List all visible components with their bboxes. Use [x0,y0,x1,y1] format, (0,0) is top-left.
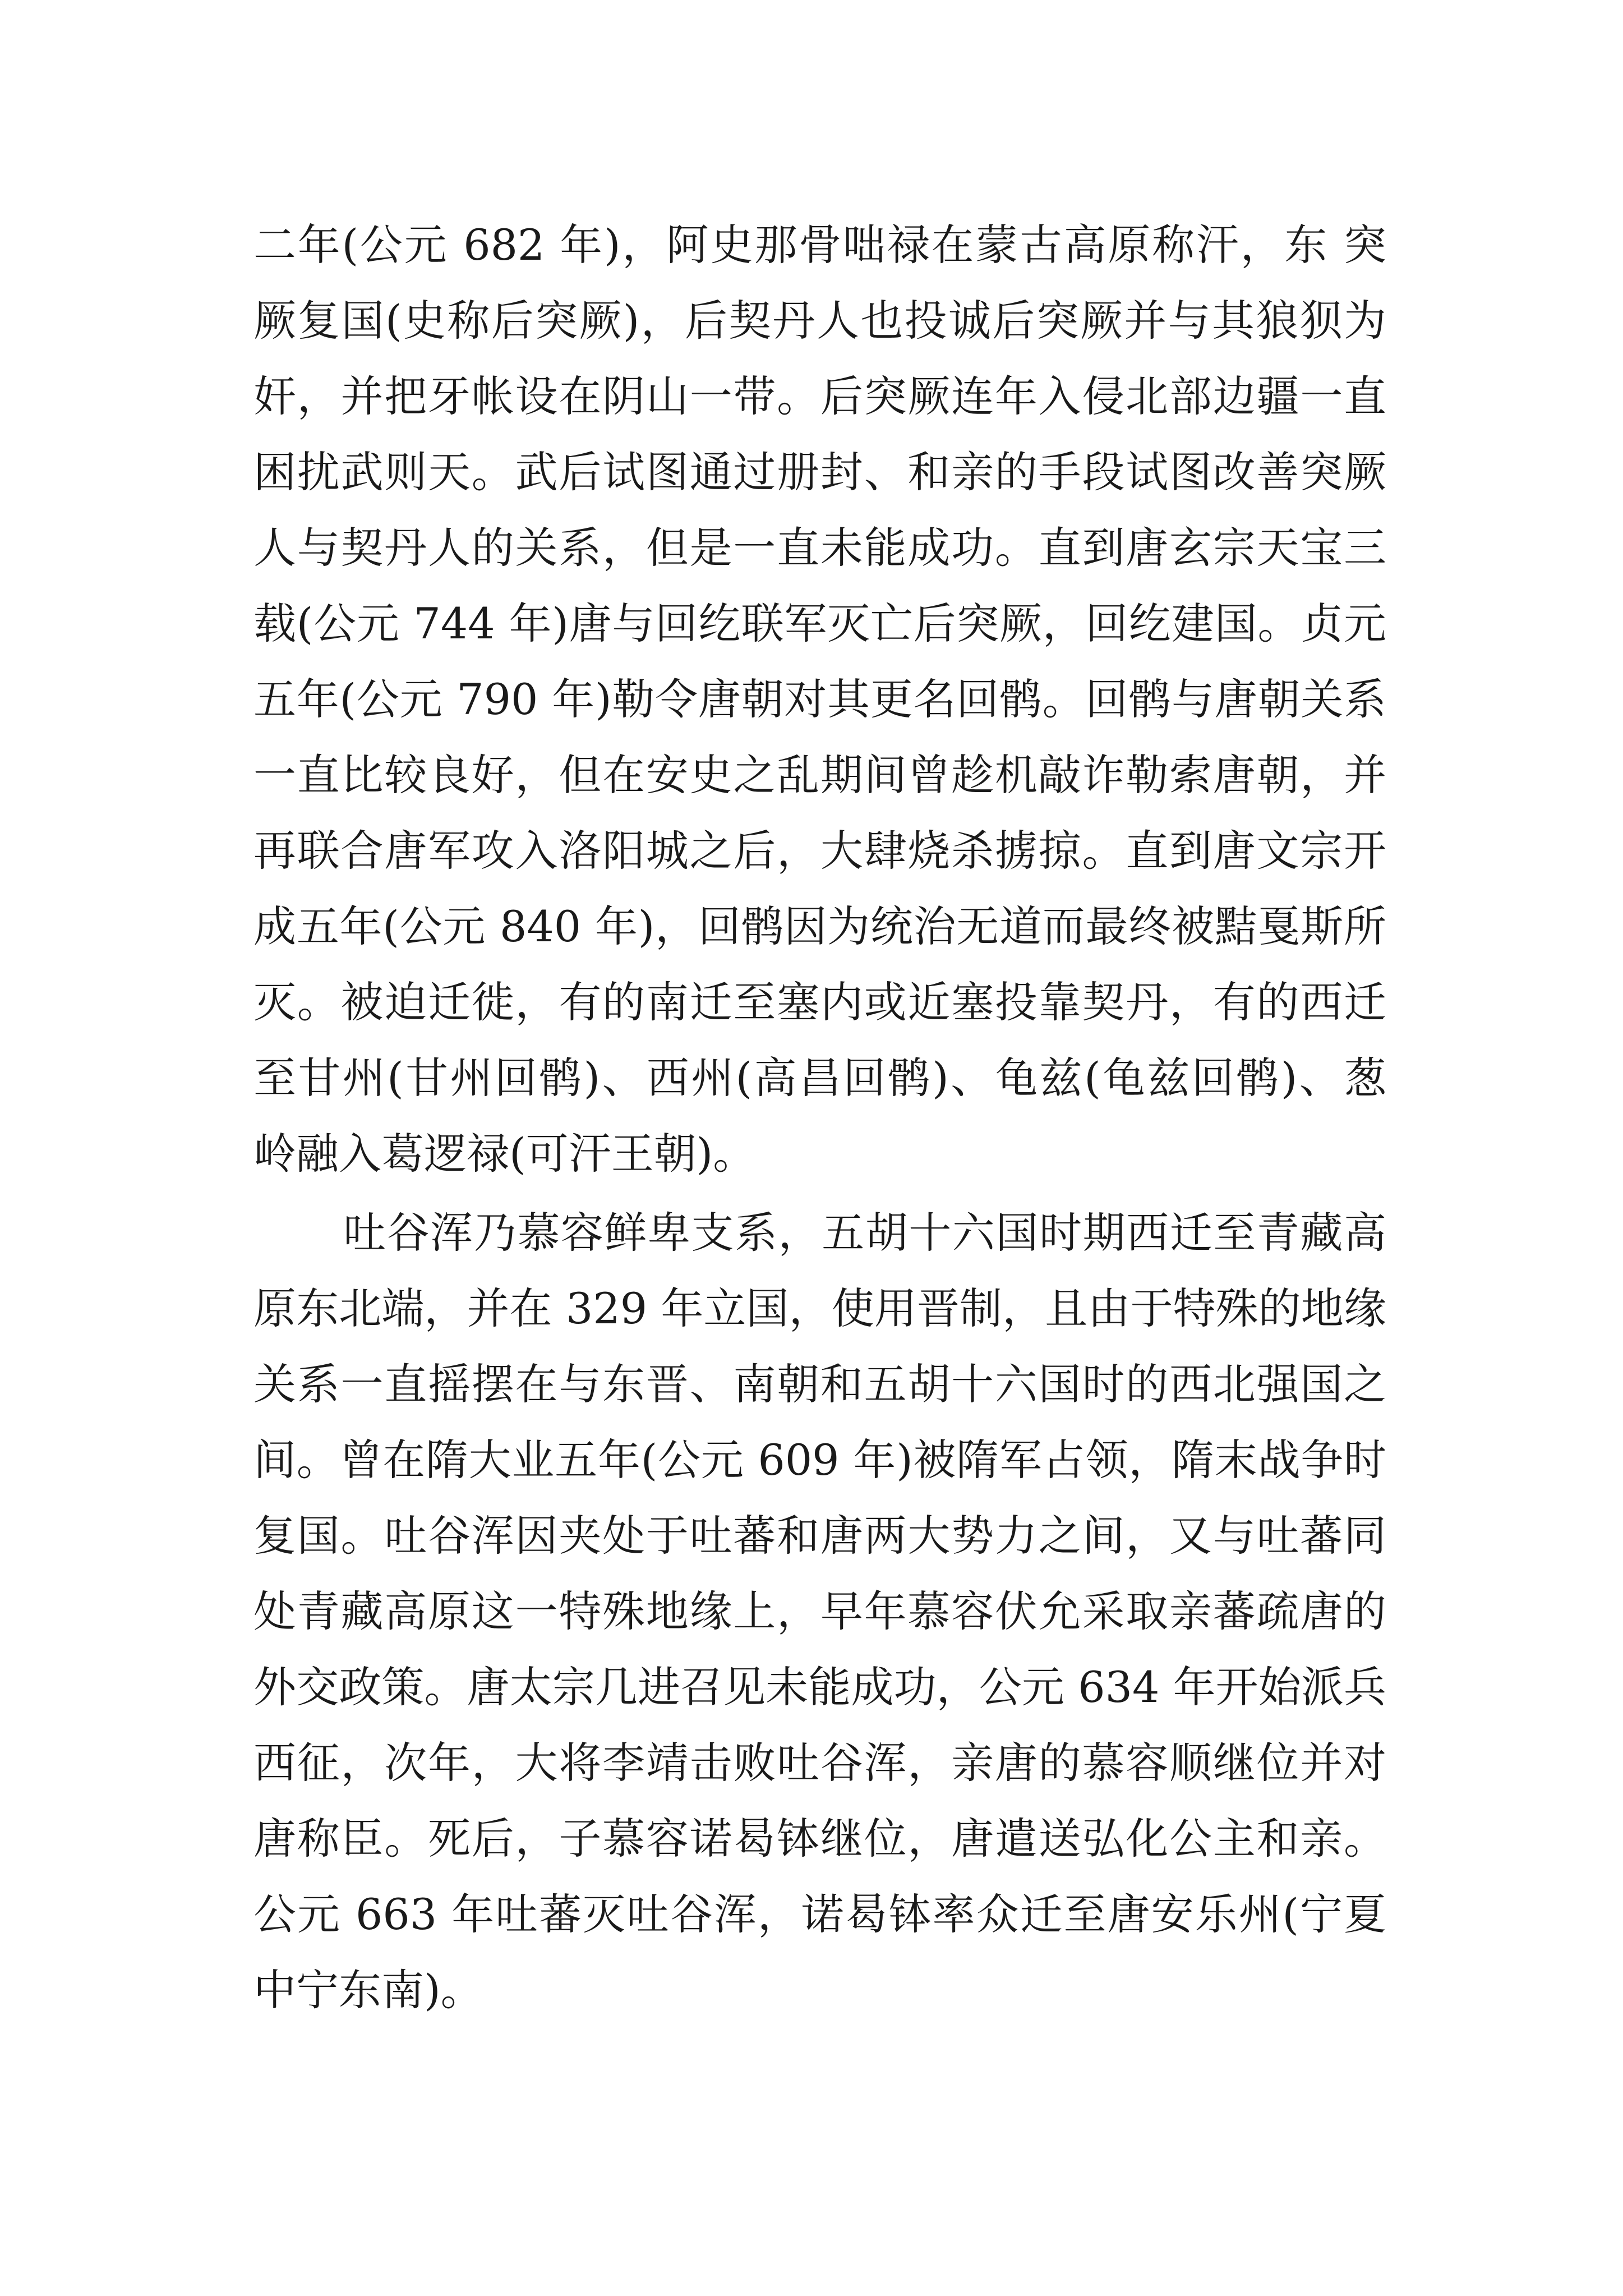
text-line: 灭。被迫迁徙，有的南迁至塞内或近塞投靠契丹，有的西迁 [253,977,1386,1027]
text-line: 岭融入葛逻禄(可汗王朝)。 [253,1129,756,1179]
text-line: 处青藏高原这一特殊地缘上，早年慕容伏允采取亲蕃疏唐的 [253,1586,1386,1636]
text-line: 西征，次年，大将李靖击败吐谷浑，亲唐的慕容顺继位并对 [253,1738,1386,1788]
text-line: 至甘州(甘州回鹘)、西州(高昌回鹘)、龟兹(龟兹回鹘)、葱 [253,1053,1386,1103]
text-line: 一直比较良好，但在安史之乱期间曾趁机敲诈勒索唐朝，并 [253,750,1386,800]
text-line: 吐谷浑乃慕容鲜卑支系，五胡十六国时期西迁至青藏高 [343,1208,1386,1258]
text-line: 关系一直摇摆在与东晋、南朝和五胡十六国时的西北强国之 [253,1359,1386,1409]
text-line: 再联合唐军攻入洛阳城之后，大肆烧杀掳掠。直到唐文宗开 [253,826,1386,876]
text-line: 载(公元 744 年)唐与回纥联军灭亡后突厥，回纥建国。贞元 [253,599,1386,648]
text-line: 奸，并把牙帐设在阴山一带。后突厥连年入侵北部边疆一直 [253,371,1386,421]
text-line: 原东北端，并在 329 年立国，使用晋制，且由于特殊的地缘 [253,1283,1386,1333]
text-line: 公元 663 年吐蕃灭吐谷浑，诺曷钵率众迁至唐安乐州(宁夏 [253,1889,1386,1939]
text-line: 厥复国(史称后突厥)，后契丹人也投诚后突厥并与其狼狈为 [253,296,1386,346]
text-line: 人与契丹人的关系，但是一直未能成功。直到唐玄宗天宝三 [253,523,1386,573]
text-line: 中宁东南)。 [253,1965,483,2015]
text-line: 五年(公元 790 年)勒令唐朝对其更名回鹘。回鹘与唐朝关系 [253,674,1386,724]
text-line: 唐称臣。死后，子慕容诺曷钵继位，唐遣送弘化公主和亲。 [253,1814,1386,1864]
text-line: 成五年(公元 840 年)，回鹘因为统治无道而最终被黠戛斯所 [253,901,1386,951]
text-line: 外交政策。唐太宗几进召见未能成功，公元 634 年开始派兵 [253,1662,1386,1712]
text-line: 复国。吐谷浑因夹处于吐蕃和唐两大势力之间，又与吐蕃同 [253,1511,1386,1561]
text-line: 间。曾在隋大业五年(公元 609 年)被隋军占领，隋末战争时 [253,1435,1386,1485]
text-line: 困扰武则天。武后试图通过册封、和亲的手段试图改善突厥 [253,447,1386,497]
text-line: 二年(公元 682 年)，阿史那骨咄禄在蒙古高原称汗，东 突 [253,220,1386,270]
